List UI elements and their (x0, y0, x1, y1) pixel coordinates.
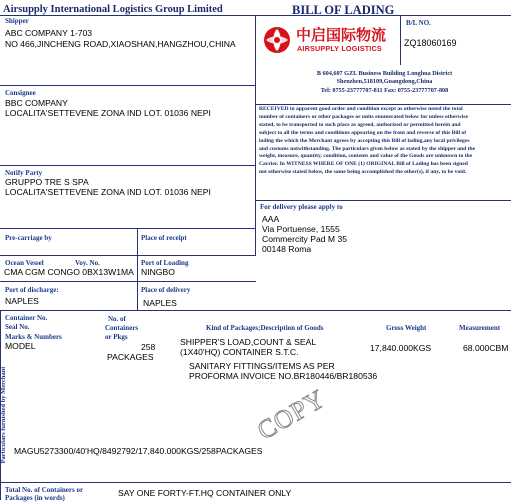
delivery-line: AAA (262, 214, 280, 224)
notify-line2: LOCALITA'SETTEVENE ZONA IND LOT. 01036 NEPI (5, 187, 211, 197)
place-of-receipt-label: Place of receipt (141, 234, 187, 242)
voy-no-label: Voy. No. (75, 259, 100, 267)
document-title: BILL OF LADING (292, 3, 395, 17)
delivery-line: 00148 Roma (262, 244, 312, 254)
delivery-line: Via Portuense, 1555 (262, 224, 340, 234)
column-divider (255, 15, 256, 235)
shipper-rule (0, 85, 256, 86)
description-line: SANITARY FITTINGS/ITEMS AS PER (189, 361, 335, 371)
port-of-loading-label: Port of Loading (141, 259, 189, 267)
logo-en-text: AIRSUPPLY LOGISTICS (297, 44, 382, 53)
shipper-line2: NO 466,JINCHENG ROAD,XIAOSHAN,HANGZHOU,CHINA (5, 39, 236, 49)
cargo-top-rule (0, 310, 511, 311)
containers-label: Containers (105, 324, 139, 332)
notify-line1: GRUPPO TRE S SPA (5, 177, 89, 187)
consignee-rule (0, 165, 256, 166)
packages-unit: PACKAGES (107, 352, 154, 362)
terms-line: RECEIVED in apparent good order and condition except as otherwise noted the total (259, 106, 463, 112)
company-address-line2: Shenzhen,518109,Guangdong,China (336, 78, 433, 86)
company-address (258, 70, 511, 95)
shipper-line1: ABC COMPANY 1-703 (5, 28, 93, 38)
packages-count: 258 (141, 342, 156, 352)
company-title: Airsupply International Logistics Group Limited (3, 4, 223, 15)
description-line: SHIPPER'S LOAD,COUNT & SEAL (180, 337, 317, 347)
description-line: (1X40'HQ) CONTAINER S.T.C. (180, 347, 299, 357)
marks-value: MODEL (5, 341, 36, 351)
routing-rule-3 (0, 281, 256, 282)
company-logo (262, 22, 392, 60)
total-value: SAY ONE FORTY-FT.HQ CONTAINER ONLY (118, 488, 292, 498)
port-of-loading-value: NINGBO (141, 267, 175, 277)
ocean-vessel-label: Ocean Vessel (5, 259, 44, 267)
gross-weight-value: 17,840.000KGS (370, 343, 432, 353)
terms-line: stated, to be transported to such place as agreed, authorized or permitted herein and (259, 121, 461, 128)
terms-line: lading the which the Merchant agrees by accepting this Bill of lading,any local privileges (259, 137, 470, 144)
port-of-discharge-value: NAPLES (5, 296, 39, 306)
place-of-delivery-value: NAPLES (143, 298, 177, 308)
terms-line: number of containers or other packages or units enumerated below for unless otherwise (259, 113, 468, 120)
terms-text (259, 106, 511, 177)
logo-cn-text: 中启国际物流 (296, 26, 387, 44)
terms-line: subject to all the terms and conditions appearing on the front and reverse of this Bill of (259, 129, 467, 136)
container-no-label: Container No. (5, 314, 48, 322)
side-label: Particulars furnished by Merchant (0, 366, 7, 464)
ocean-vessel-value: CMA CGM CONGO 0BX13W1MA (4, 267, 134, 277)
company-address-line3: Tel: 0755-23777707-811 Fax: 0755-23777707-808 (320, 86, 449, 94)
consignee-line1: BBC COMPANY (5, 98, 68, 108)
shipper-label: Shipper (5, 17, 29, 25)
terms-line: Carrier. In WITNESS WHERE OF ONE (1) ORIGINAL Bill of Lading has been signed (259, 161, 468, 168)
consignee-line2: LOCALITA'SETTEVENE ZONA IND LOT. 01036 NEPI (5, 108, 211, 118)
routing-right-divider (255, 228, 256, 255)
delivery-label: For delivery please apply to (260, 203, 343, 211)
pre-carriage-label: Pre-carriage by (5, 234, 52, 242)
routing-top-rule (0, 228, 256, 229)
or-pkgs-label: or Pkgs (105, 333, 128, 341)
terms-line: weight, measure, quantity, condition, contents and value of the Goods are unknown to the (259, 153, 473, 160)
total-label-line1: Total No. of Containers or (5, 486, 84, 494)
terms-top-rule (256, 104, 511, 105)
gross-weight-label: Gross Weight (386, 324, 427, 332)
copy-stamp: COPY (252, 383, 331, 446)
terms-line: not otherwise stated below, the same being accomplished the other(s), if any, to be void. (259, 169, 467, 176)
measurement-label: Measurement (459, 324, 501, 332)
bl-no-value: ZQ18060169 (404, 38, 457, 48)
measurement-value: 68.000CBM (463, 343, 509, 353)
routing-divider (137, 228, 138, 310)
kind-of-packages-label: Kind of Packages;Description of Goods (206, 324, 324, 332)
bl-no-divider (400, 15, 401, 65)
logo-mark-icon (262, 25, 292, 55)
seal-no-label: Seal No. (5, 323, 30, 331)
port-of-discharge-label: Port of discharge: (5, 286, 59, 294)
container-line: MAGU5273300/40'HQ/8492792/17,840.000KGS/258PACKAGES (14, 446, 263, 456)
delivery-line: Commercity Pad M 35 (262, 234, 348, 244)
company-address-line1: B 604,607 GZL Business Building Longhua District (316, 70, 453, 77)
no-of-label: No. of (108, 315, 126, 323)
place-of-delivery-label: Place of delivery (141, 286, 191, 294)
delivery-rule (256, 200, 511, 201)
notify-label: Notify Party (5, 169, 43, 177)
total-rule (0, 482, 511, 483)
terms-line: and customs notwithstanding. The particulars given below as stated by the shipper and the (259, 145, 476, 152)
total-label-line2: Packages (in words) (5, 494, 65, 502)
marks-label: Marks & Numbers (5, 333, 62, 341)
consignee-label: Consignee (5, 89, 36, 97)
routing-rule-2 (0, 255, 256, 256)
bl-no-label: B/L NO. (406, 19, 431, 27)
description-line: PROFORMA INVOICE NO.BR180446/BR180536 (189, 371, 378, 381)
